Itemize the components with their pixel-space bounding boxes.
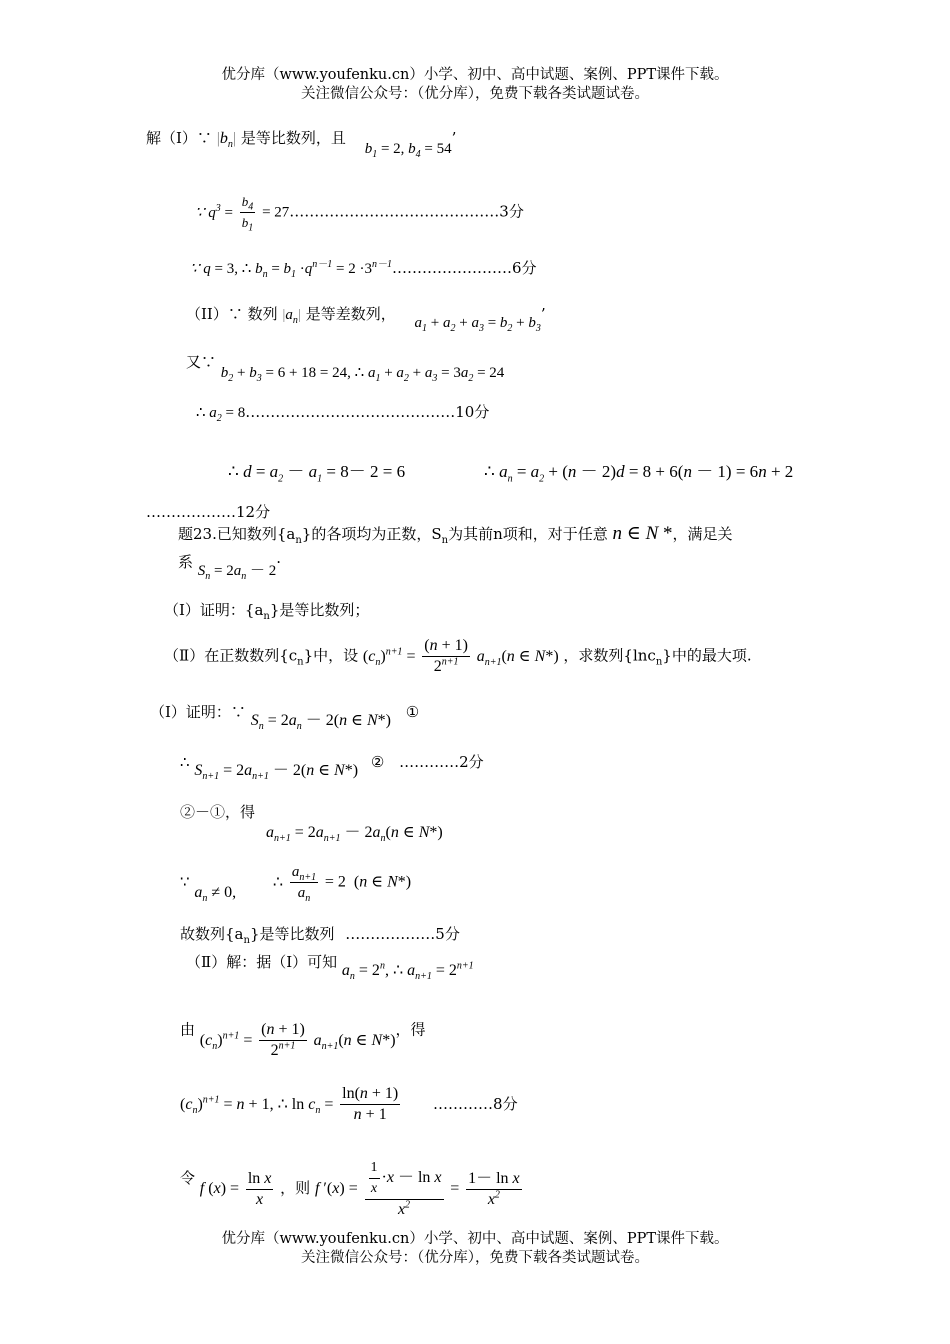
sol22-line-4: （II）∵ 数列 $|a_n|$ 是等差数列， $a_1 + a_2 + a_3 = b_2 + b_3$’	[186, 305, 546, 334]
q23-title: 题23.已知数列$\{a_n\}$的各项均为正数，$S_n$为其前n项和，对于任意 n ∈ N *，满足关	[178, 523, 733, 546]
header-line-2: 关注微信公众号：（优分库），免费下载各类试题试卷。	[301, 86, 649, 102]
sol22-line-2: ∵ $q^3$ = $\frac{b_4}{b_1}$ = 27……………………………………3分	[195, 194, 524, 234]
header-line-1: 优分库（www.youfenku.cn）小学、初中、高中试题、案例、PPT课件下载。	[221, 67, 729, 83]
sol23-line-4: ∵ $a_n \ne 0$, ∴ $\frac{a_{n+1}}{a_n}$ = 2 (n ∈ N*)	[180, 864, 412, 904]
sol23-line-6: （Ⅱ）解：据（Ⅰ）可知 $a_n = 2^n$, ∴ $a_{n+1} = 2^{n+1}$	[186, 953, 474, 983]
sol22-line-5: 又∵ $b_2 + b_3 = 6 + 18 = 24$, ∴ $a_1 + a_2 + a_3 = 3a_2 = 24$	[186, 353, 505, 384]
sol22-line-1: 解（I）∵ $|b_n|$ 是等比数列，且 $b_1 = 2$, $b_4 = 54$’	[146, 129, 457, 160]
sol22-line-8: ∴ $a_n = a_2 + (n - 2)d = 8 + 6(n - 1) = 6n + 2$	[484, 462, 794, 485]
sol23-line-5: 故数列$\{a_n\}$是等比数列 ………………5分	[180, 925, 460, 946]
sol23-line-7: 由 $(c_n)^{n+1}$ = $\frac{(n + 1)}{2^{n+1}}$ $a_{n+1}(n$ ∈ N*)，得	[180, 1020, 426, 1059]
sol22-line-7: ∴ $d = a_2 - a_1 = 8- 2 = 6$	[228, 462, 406, 485]
footer-line-1: 优分库（www.youfenku.cn）小学、初中、高中试题、案例、PPT课件下载。	[221, 1231, 729, 1247]
sol22-line-6: ∴ $a_2$ = 8……………………………………10分	[196, 403, 490, 424]
sol23-line-9: 令 f (x) = $\frac{\text{ln x}}{x}$ ，则 f ′(x) = $\frac{1}{x}$ ·x － ln x $x^2$ = $\frac{\text{1－ ln x}}{x^2}$	[180, 1160, 520, 1218]
q23-part-2: （Ⅱ）在正数数列$\{c_n\}$中，设 $(c_n)^{n+1}$ = $\frac{(n + 1)}{2^{n+1}}$ $a_{n+1}(n$ ∈ N*) ，求数列{lnc$_n$}中的最大项.	[164, 637, 752, 675]
sol23-line-8: $(c_n)^{n+1} = n + 1$, ∴ $\ln c_n$ = $\frac{\ln(n + 1)}{n + 1}$ …………8分	[180, 1085, 518, 1123]
q23-part-1: （Ⅰ）证明：$\{a_n\}$是等比数列；	[164, 601, 370, 622]
sol22-line-3: ∵ q = 3, ∴ $b_n = b_1 \cdot q^{n-1} = 2$ $\cdot 3^{n-1}\dots\dots\dots\dots\dots\dots\dots\dots 6$分	[190, 259, 537, 280]
sol23-line-3: ②－①，得 $a_{n+1} = 2a_{n+1} - 2a_n(n$ ∈ N*)	[180, 803, 443, 845]
footer-line-2: 关注微信公众号：（优分库），免费下载各类试题试卷。	[301, 1250, 649, 1266]
sol23-line-2: ∴ $S_{n+1} = 2a_{n+1} - 2(n$ ∈ N*) ② …………2分	[180, 753, 484, 783]
sol23-line-1: （Ⅰ）证明：∵ $S_n = 2a_n - 2(n$ ∈ N*) ①	[150, 703, 420, 733]
q23-title-2: 系 $S_n = 2a_n - 2\cdot$	[178, 553, 282, 582]
sol22-line-9: ………………12分	[146, 503, 271, 521]
